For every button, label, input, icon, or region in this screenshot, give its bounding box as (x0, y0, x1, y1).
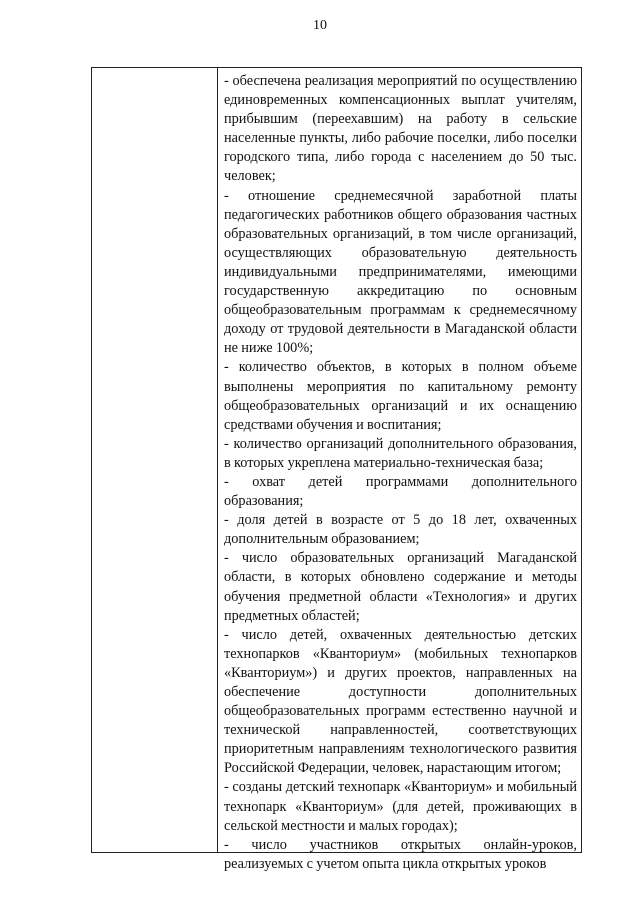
list-item: - количество организаций дополнительного образования, в которых укреплена материально-техническая база; (224, 435, 577, 471)
list-item: - число образовательных организаций Магаданской области, в которых обновлено содержание и методы обучения предметной области «Технология» и других предметных областей; (224, 550, 577, 624)
list-item: - обеспечена реализация мероприятий по осуществлению единовременных компенсационных выплат учителям, прибывшим (переехавшим) на работу в сельские населенные пункты, либо рабочие поселки, либо поселки городского типа, либо города с населением до 50 тыс. человек; (224, 73, 577, 185)
list-item: - отношение среднемесячной заработной платы педагогических работников общего образования частных образовательных организаций, в том числе организаций, осуществляющих образовательную деятельность индивидуальными предпринимателями, имеющими государственную аккредитацию по основным общеобразовательным программам к среднемесячному доходу от трудовой деятельности в Магаданской области не ниже 100%; (224, 187, 577, 357)
document-table (91, 67, 582, 872)
list-item: - число участников открытых онлайн-уроков, реализуемых с учетом опыта цикла открытых уроков (224, 836, 577, 872)
list-item: - созданы детский технопарк «Кванториум» и мобильный технопарк «Кванториум» (для детей, проживающих в сельской местности и малых городах); (224, 779, 577, 834)
column-divider (217, 68, 218, 852)
list-item: - количество объектов, в которых в полном объеме выполнены мероприятия по капитальному ремонту общеобразовательных организаций и их оснащению средствами обучения и воспитания; (224, 359, 577, 433)
indicators-cell (224, 72, 577, 874)
page-number: 10 (313, 18, 327, 33)
list-item: - доля детей в возрасте от 5 до 18 лет, охваченных дополнительным образованием; (224, 512, 577, 548)
list-item: - число детей, охваченных деятельностью детских технопарков «Кванториум» (мобильных технопарков «Кванториум») и других проектов, направленных на обеспечение доступности дополнительных общеобразовательных программ естественно научной и технической направленностей, соответствующих приоритетным направлениям технологического развития Российской Федерации, человек, нарастающим итогом; (224, 626, 577, 777)
list-item: - охват детей программами дополнительного образования; (224, 473, 577, 510)
